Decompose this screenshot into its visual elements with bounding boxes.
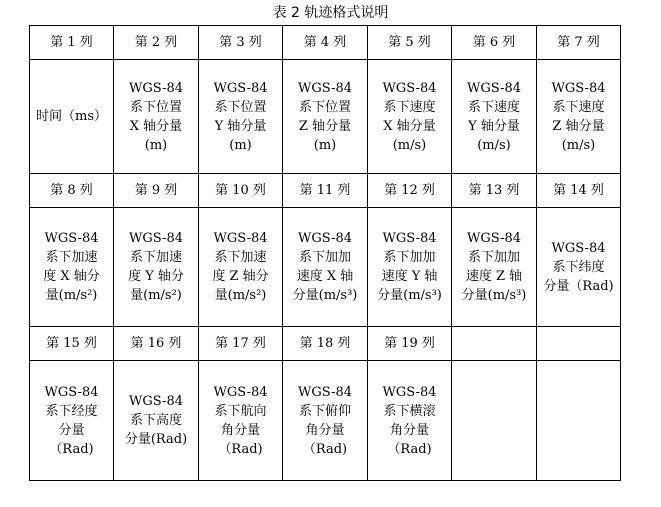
description-line: （Rad)	[218, 441, 263, 457]
description-line: 角分量	[305, 422, 345, 438]
description-cell	[452, 60, 537, 174]
table-caption: 表 2 轨迹格式说明	[272, 5, 389, 21]
description-line: WGS-84	[382, 384, 437, 400]
description-line: 度 Z 轴分	[212, 269, 269, 284]
column-header-cell: 第 17 列	[199, 327, 283, 361]
column-header-cell: 第 4 列	[283, 26, 368, 60]
header-row	[30, 174, 621, 208]
description-line: WGS-84	[466, 80, 522, 96]
description-line: WGS-84	[213, 80, 268, 96]
description-line: (m/s)	[392, 137, 427, 153]
description-line: X 轴分量	[383, 118, 436, 134]
description-line: 度 X 轴分	[43, 269, 100, 284]
description-cell	[114, 208, 199, 327]
description-cell	[30, 208, 114, 327]
description-cell	[537, 361, 621, 481]
description-line: 量(m/s²)	[130, 288, 182, 303]
description-line: Z 轴分量	[298, 118, 352, 134]
description-line: (m/s)	[477, 137, 511, 153]
description-line: 系下横滚	[383, 403, 436, 419]
description-line: WGS-84	[466, 231, 522, 246]
description-line: 系下加速	[214, 250, 267, 265]
description-cell	[452, 361, 537, 481]
description-cell	[30, 361, 114, 481]
column-header-cell	[452, 327, 537, 361]
description-line: 系下位置	[298, 99, 351, 115]
description-line: （Rad)	[387, 441, 432, 457]
description-line: 系下经度	[45, 403, 98, 419]
description-row	[30, 361, 621, 481]
description-line: 分量	[58, 422, 85, 438]
description-line: WGS-84	[213, 384, 268, 400]
header-row	[30, 26, 621, 60]
description-line: 系下加加	[298, 250, 351, 265]
description-line: 分量（Rad)	[543, 278, 614, 294]
description-line: 系下加加	[467, 250, 520, 265]
description-line: （Rad)	[302, 441, 348, 457]
column-header-cell: 第 18 列	[283, 327, 368, 361]
description-line: WGS-84	[213, 231, 268, 246]
description-line: 系下速度	[383, 99, 436, 115]
description-line: 量(m/s²)	[214, 288, 267, 303]
column-header-cell: 第 2 列	[114, 26, 199, 60]
column-header-cell: 第 9 列	[114, 174, 199, 208]
description-line: WGS-84	[551, 80, 606, 96]
description-line: 速度 Z 轴	[465, 269, 523, 284]
column-header-cell: 第 10 列	[199, 174, 283, 208]
description-line: WGS-84	[128, 231, 184, 246]
description-line: WGS-84	[297, 80, 353, 96]
description-cell	[199, 361, 283, 481]
description-cell	[199, 208, 283, 327]
header-row	[30, 327, 621, 361]
column-header-cell: 第 12 列	[368, 174, 452, 208]
description-line: 系下加速	[129, 250, 182, 265]
description-line: （Rad)	[49, 441, 94, 457]
description-line: 系下速度	[467, 99, 520, 115]
description-line: WGS-84	[551, 240, 606, 256]
description-line: WGS-84	[128, 394, 184, 409]
description-line: X 轴分量	[129, 118, 183, 134]
description-line: (m)	[229, 137, 252, 153]
column-header-cell: 第 5 列	[368, 26, 452, 60]
description-cell	[283, 208, 368, 327]
track-format-table	[29, 25, 621, 481]
description-line: WGS-84	[44, 384, 99, 400]
column-header-cell: 第 6 列	[452, 26, 537, 60]
description-cell	[199, 60, 283, 174]
description-line: WGS-84	[128, 80, 184, 96]
description-line: 时间（ms）	[36, 109, 107, 124]
description-line: WGS-84	[44, 231, 99, 246]
description-line: Z 轴分量	[552, 118, 605, 134]
description-row	[30, 208, 621, 327]
description-line: 系下加速	[45, 250, 98, 265]
description-row	[30, 60, 621, 174]
description-line: WGS-84	[382, 80, 437, 96]
description-line: WGS-84	[297, 231, 353, 246]
description-cell	[114, 361, 199, 481]
description-line: 分量(m/s³)	[292, 288, 358, 303]
description-line: Y 轴分量	[214, 118, 267, 134]
column-header-cell: 第 8 列	[30, 174, 114, 208]
description-cell	[368, 361, 452, 481]
description-cell	[283, 361, 368, 481]
column-header-cell: 第 14 列	[537, 174, 621, 208]
description-line: 系下位置	[214, 99, 267, 115]
column-header-cell: 第 3 列	[199, 26, 283, 60]
description-line: 角分量	[220, 422, 260, 438]
description-line: 分量(m/s³)	[377, 288, 442, 303]
description-line: 系下位置	[129, 99, 182, 115]
column-header-cell: 第 11 列	[283, 174, 368, 208]
description-line: 速度 X 轴	[296, 269, 354, 284]
description-cell	[30, 60, 114, 174]
description-cell	[452, 208, 537, 327]
description-cell	[368, 208, 452, 327]
column-header-cell: 第 1 列	[30, 26, 114, 60]
description-cell	[537, 60, 621, 174]
description-line: 系下航向	[214, 403, 267, 419]
description-line: 角分量	[389, 422, 429, 438]
column-header-cell: 第 16 列	[114, 327, 199, 361]
column-header-cell	[537, 327, 621, 361]
description-line: WGS-84	[297, 384, 353, 400]
description-line: (m)	[144, 137, 168, 153]
column-header-cell: 第 19 列	[368, 327, 452, 361]
column-header-cell: 第 15 列	[30, 327, 114, 361]
description-line: (m)	[313, 137, 337, 153]
description-line: Y 轴分量	[468, 118, 520, 134]
description-line: 系下纬度	[552, 259, 605, 275]
description-line: (m/s)	[561, 137, 596, 153]
description-line: 速度 Y 轴	[381, 269, 438, 284]
description-line: 分量(m/s³)	[461, 288, 527, 303]
column-header-cell: 第 13 列	[452, 174, 537, 208]
column-header-cell: 第 7 列	[537, 26, 621, 60]
description-line: 量(m/s²)	[45, 288, 98, 303]
description-cell	[368, 60, 452, 174]
table-body	[30, 26, 621, 481]
description-line: 分量(Rad)	[124, 432, 188, 447]
description-line: 系下速度	[552, 99, 605, 115]
description-cell	[114, 60, 199, 174]
description-line: 系下加加	[383, 250, 436, 265]
description-line: 系下高度	[129, 413, 182, 428]
description-line: 系下俯仰	[298, 403, 351, 419]
description-line: WGS-84	[382, 231, 437, 246]
description-cell	[283, 60, 368, 174]
description-cell	[537, 208, 621, 327]
description-line: 度 Y 轴分	[128, 269, 184, 284]
